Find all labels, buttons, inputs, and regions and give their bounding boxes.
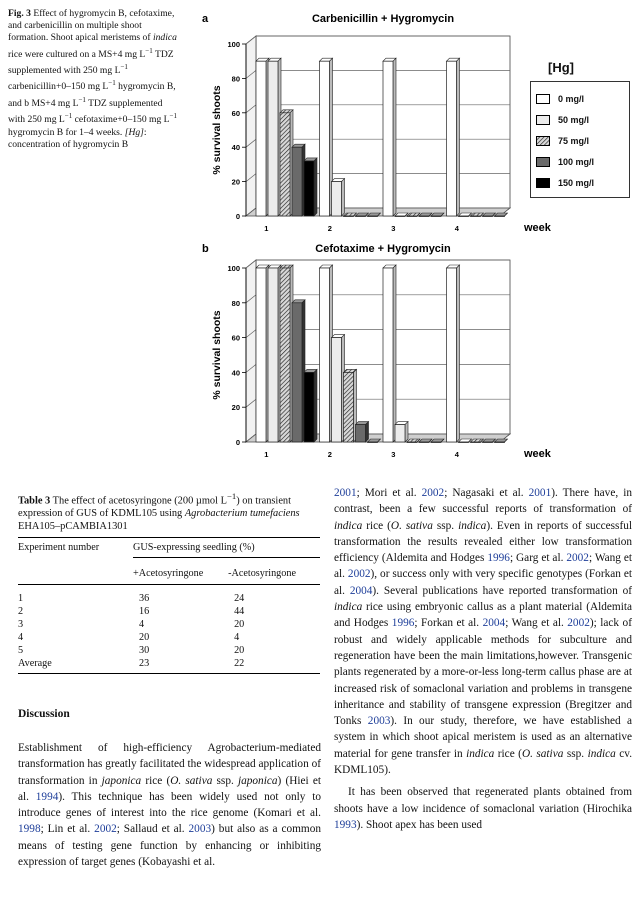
table-group-rule: [133, 557, 320, 558]
text-run: O. sativa: [390, 519, 433, 532]
discussion-paragraph-3: [334, 784, 632, 833]
legend-label: 0 mg/l: [558, 93, 585, 104]
section-heading: Discussion: [18, 708, 70, 720]
legend-box: [530, 81, 630, 198]
text-run: ). Shoot apex has been used: [356, 818, 483, 831]
bar-side: [366, 422, 369, 442]
text-run: rice using embryonic callus as a plant material (Aldemita and Hodges: [334, 601, 632, 630]
figure-label: Fig. 3: [8, 8, 34, 19]
legend-entry: [536, 88, 624, 109]
citation-link[interactable]: 1993: [334, 818, 357, 831]
bar: [495, 216, 505, 217]
caption-fragment: −1: [78, 95, 86, 104]
legend-swatch: [536, 136, 550, 146]
legend-entry: [536, 151, 624, 172]
caption-fragment: −1: [64, 112, 73, 121]
table-cell: 44: [234, 606, 245, 618]
citation-link[interactable]: 2003: [367, 715, 391, 728]
bar: [304, 372, 314, 442]
chart-title: Cefotaxime + Hygromycin: [315, 243, 451, 255]
text-run: ; Forkan et al.: [414, 617, 483, 630]
y-tick-label: 60: [231, 333, 240, 343]
bar: [292, 147, 302, 216]
figure-caption: [8, 8, 178, 151]
bar: [344, 216, 354, 217]
text-run: ); lack of robust and widely applicable methods for subculture and regeneration have been the main limitations,however. Transgenic plants regenerated by a more-or-less long-term callus phase are at increased risk of somaclonal variation and problems in transgene inheritance and stability of transgene expression (Bregitzer and Tonks: [334, 617, 632, 728]
text-run: ; Lin et al.: [40, 823, 95, 836]
table-header-experiment: Experiment number: [18, 542, 100, 554]
table-subheader-without: -Acetosyringone: [228, 567, 296, 579]
text-run: O. sativa: [170, 774, 213, 787]
table-row: [18, 618, 320, 631]
legend-title: [Hg]: [548, 60, 574, 75]
table-row: [18, 592, 320, 605]
bar: [483, 216, 493, 217]
text-run: ). Several publications have reported transformation of: [372, 584, 632, 597]
citation-link[interactable]: 2002: [421, 487, 445, 499]
text-run: ssp.: [432, 519, 459, 532]
x-axis-label: week: [524, 222, 551, 234]
table-cell: 30: [139, 645, 150, 657]
right-column-body: [334, 485, 632, 833]
chart-panel-a: [196, 4, 551, 236]
text-run: Establishment of high-efficiency Agrobacterium-mediated transformation has greatly facilitated the widespread application of transformation in: [18, 742, 321, 787]
bar: [395, 216, 405, 217]
text-run: ; Garg et al.: [509, 552, 567, 565]
text-run: ) (Hiei et al.: [18, 774, 321, 803]
panel-letter: a: [202, 13, 209, 25]
citation-link[interactable]: 1996: [487, 552, 510, 565]
citation-link[interactable]: 2002: [347, 568, 371, 581]
bar-side: [314, 158, 317, 216]
caption-fragment: Effect of hygromycin B, cefotaxime, and carbenicillin on multiple shoot formation. Shoot apical meristems of: [8, 8, 175, 44]
table-cell: 16: [139, 606, 150, 618]
bar: [356, 425, 366, 442]
table-cell: 5: [18, 645, 24, 657]
text-run: ). In our study, therefore, we have established a system in which shoot apical meristem is used as an alternative material for gene transfer in: [334, 715, 633, 760]
bar: [368, 442, 378, 443]
table-cell: 23: [139, 658, 150, 670]
y-tick-label: 80: [231, 74, 240, 84]
y-tick-label: 100: [227, 40, 240, 49]
chart-title: Carbenicillin + Hygromycin: [311, 13, 455, 25]
table-cell: 24: [234, 593, 245, 605]
bar: [268, 61, 278, 216]
table-cell: 36: [139, 593, 150, 605]
discussion-paragraph-2: [334, 485, 632, 778]
table-cell: 20: [139, 632, 150, 644]
bar-side: [405, 422, 408, 442]
caption-fragment: TDZ supplemented with 250 mg L: [8, 97, 163, 126]
text-run: It has been observed that regenerated plants obtained from shoots have a low incidence of somaclonal variation (Hirochika: [334, 786, 632, 815]
table-cell: 4: [234, 632, 240, 644]
plot-side-wall: [246, 36, 256, 216]
table-caption: [18, 490, 320, 533]
caption-fragment: [Hg]: [124, 126, 144, 138]
caption-fragment: rice were cultured on a MS+4 mg L: [8, 48, 146, 60]
table-header-rule: [18, 584, 320, 585]
x-tick-label: 2: [327, 450, 332, 459]
plot-side-wall: [246, 260, 256, 442]
x-axis-label: week: [524, 448, 551, 460]
bar: [368, 216, 378, 217]
y-tick-label: 0: [235, 212, 240, 221]
citation-link[interactable]: 2004: [482, 617, 506, 630]
text-run: ), or success only with very specific genotypes (Forkan et al.: [334, 568, 632, 597]
bar: [383, 61, 393, 216]
y-tick-label: 40: [231, 143, 240, 153]
legend-swatch: [536, 178, 550, 188]
bar-side: [393, 265, 396, 442]
legend-swatch: [536, 115, 550, 125]
text-run: japonica: [237, 774, 278, 787]
caption-fragment: hygromycin B, and b MS+4 mg L: [8, 81, 176, 109]
table-caption-text: The effect of acetosyringone (200 µmol L: [52, 495, 227, 507]
citation-link[interactable]: 2004: [349, 584, 373, 597]
bar: [419, 442, 429, 443]
caption-fragment: −1: [120, 63, 128, 71]
panel-letter: b: [202, 243, 209, 255]
table-cell: 22: [234, 658, 245, 670]
chart-panel-b: [196, 236, 551, 462]
text-run: ; Nagasaki et al.: [444, 487, 529, 499]
caption-fragment: −1: [145, 46, 153, 55]
table-caption-sup: −1: [226, 491, 237, 501]
text-run: rice (: [141, 774, 171, 787]
text-run: indica: [334, 601, 363, 614]
discussion-paragraph-1: [18, 740, 321, 870]
legend-label: 100 mg/l: [558, 156, 595, 167]
concentration-legend: [530, 60, 630, 198]
table-row: [18, 631, 320, 644]
bar: [320, 61, 330, 216]
bar: [459, 442, 469, 443]
bar: [459, 216, 469, 217]
text-run: rice (: [362, 519, 391, 532]
table-cell: 4: [18, 632, 24, 644]
bar: [483, 442, 493, 443]
text-run: rice (: [494, 747, 522, 760]
y-tick-label: 20: [231, 403, 240, 413]
table-cell: Average: [18, 658, 52, 670]
legend-entry: [536, 109, 624, 130]
table-caption-species: Agrobacterium tumefaciens: [184, 508, 300, 520]
citation-link[interactable]: 2002: [567, 617, 590, 630]
legend-label: 50 mg/l: [558, 114, 590, 125]
y-tick-label: 80: [231, 298, 240, 308]
text-run: ; Sallaud et al.: [116, 823, 189, 836]
bar-side: [393, 58, 396, 216]
table-cell: 20: [234, 619, 245, 631]
y-axis-label: % survival shoots: [211, 85, 223, 175]
table-label: Table 3: [18, 495, 51, 507]
bar-side: [342, 179, 345, 216]
table-subheader-with: +Acetosyringone: [133, 567, 204, 579]
table-row: [18, 657, 320, 670]
x-tick-label: 1: [264, 224, 269, 233]
table-cell: 20: [234, 645, 245, 657]
bar: [280, 113, 290, 216]
bar-side: [457, 58, 460, 216]
table-bottom-rule: [18, 673, 320, 674]
x-tick-label: 4: [454, 450, 459, 459]
text-run: ; Mori et al.: [356, 487, 422, 499]
text-run: ). This technique has been widely used not only to introduce genes of interest into the rice genome (Komari et al.: [18, 790, 321, 820]
table-3: [18, 490, 320, 683]
caption-fragment: TDZ supplemented with 250 mg L: [8, 48, 174, 77]
table-row: [18, 605, 320, 618]
text-run: japonica: [101, 774, 142, 787]
x-tick-label: 4: [454, 224, 459, 233]
bar: [431, 216, 441, 217]
bar-side: [457, 265, 460, 442]
y-tick-label: 20: [231, 177, 240, 187]
y-tick-label: 60: [231, 108, 240, 118]
table-body: [18, 538, 320, 683]
legend-label: 75 mg/l: [558, 135, 590, 146]
y-tick-label: 100: [227, 264, 240, 273]
bar: [471, 442, 481, 443]
text-run: indica: [458, 519, 487, 532]
bar: [268, 268, 278, 442]
bar: [447, 268, 457, 442]
caption-fragment: : concentration of hygromycin B: [8, 126, 147, 150]
bar: [395, 425, 405, 442]
y-tick-label: 0: [235, 438, 240, 447]
text-run: indica: [587, 747, 616, 760]
bar: [419, 216, 429, 217]
legend-entry: [536, 130, 624, 151]
legend-label: 150 mg/l: [558, 177, 595, 188]
bar: [280, 268, 290, 442]
bar: [292, 303, 302, 442]
text-run: O. sativa: [521, 747, 564, 760]
x-tick-label: 3: [391, 224, 396, 233]
text-run: indica: [334, 519, 363, 532]
citation-link[interactable]: 2002: [94, 823, 117, 836]
citation-link[interactable]: 2003: [188, 823, 212, 836]
left-column-body: [18, 740, 321, 870]
text-run: ; Wang et al.: [505, 617, 568, 630]
bar: [332, 182, 342, 216]
caption-fragment: carbenicillin+0–150 mg L: [8, 81, 109, 93]
bar: [383, 268, 393, 442]
table-cell: 2: [18, 606, 24, 618]
text-run: ssp.: [212, 774, 238, 787]
bar: [495, 442, 505, 443]
table-caption-text-2: ) on transient expression of GUS of KDML105 using: [18, 495, 292, 520]
bar: [447, 61, 457, 216]
bar: [471, 216, 481, 217]
text-run: ). Even in reports of successful transformation the results revealed either low transformation efficiency (Aldemita and Hodges: [334, 519, 633, 565]
y-tick-label: 40: [231, 368, 240, 378]
y-axis-label: % survival shoots: [211, 310, 223, 400]
bar: [431, 442, 441, 443]
caption-fragment: indica: [152, 32, 177, 44]
caption-fragment: −1: [108, 79, 116, 88]
text-run: ). There have, in contrast, been a few successful reports of transformation of: [334, 487, 632, 516]
x-tick-label: 3: [391, 450, 396, 459]
bar: [256, 61, 266, 216]
table-cell: 1: [18, 593, 24, 605]
bar: [332, 338, 342, 442]
legend-swatch: [536, 157, 550, 167]
caption-fragment: −1: [169, 112, 177, 121]
bar: [304, 161, 314, 216]
caption-fragment: cefotaxime+0–150 mg L: [72, 114, 170, 126]
bar: [356, 216, 366, 217]
text-run: ssp.: [563, 747, 588, 760]
bar-side: [314, 369, 317, 442]
citation-link[interactable]: 2001: [334, 487, 357, 499]
table-cell: 4: [139, 619, 145, 631]
table-row: [18, 644, 320, 657]
legend-swatch: [536, 94, 550, 104]
bar: [320, 268, 330, 442]
legend-entry: [536, 172, 624, 193]
table-header-group: GUS-expressing seedling (%): [133, 542, 255, 554]
bar: [407, 442, 417, 443]
text-run: ; Wang et al.: [334, 552, 632, 581]
citation-link[interactable]: 2001: [528, 487, 552, 499]
text-run: indica: [466, 747, 495, 760]
citation-link[interactable]: 1998: [18, 823, 41, 836]
bar: [407, 216, 417, 217]
citation-link[interactable]: 1996: [391, 617, 415, 630]
caption-fragment: hygromycin B for 1–4 weeks.: [8, 126, 125, 138]
citation-link[interactable]: 2002: [566, 552, 589, 565]
bar: [344, 372, 354, 442]
text-run: cv. KDML105).: [334, 747, 633, 777]
citation-link[interactable]: 1994: [35, 790, 59, 803]
x-tick-label: 2: [327, 224, 332, 233]
x-tick-label: 1: [264, 450, 269, 459]
bar: [256, 268, 266, 442]
table-cell: 3: [18, 619, 24, 631]
table-caption-text-3: EHA105–pCAMBIA1301: [18, 521, 128, 533]
text-run: ) but also as a common means of testing gene function by enhancing or inhibiting expression of target genes (Kobayashi et al.: [18, 823, 321, 869]
